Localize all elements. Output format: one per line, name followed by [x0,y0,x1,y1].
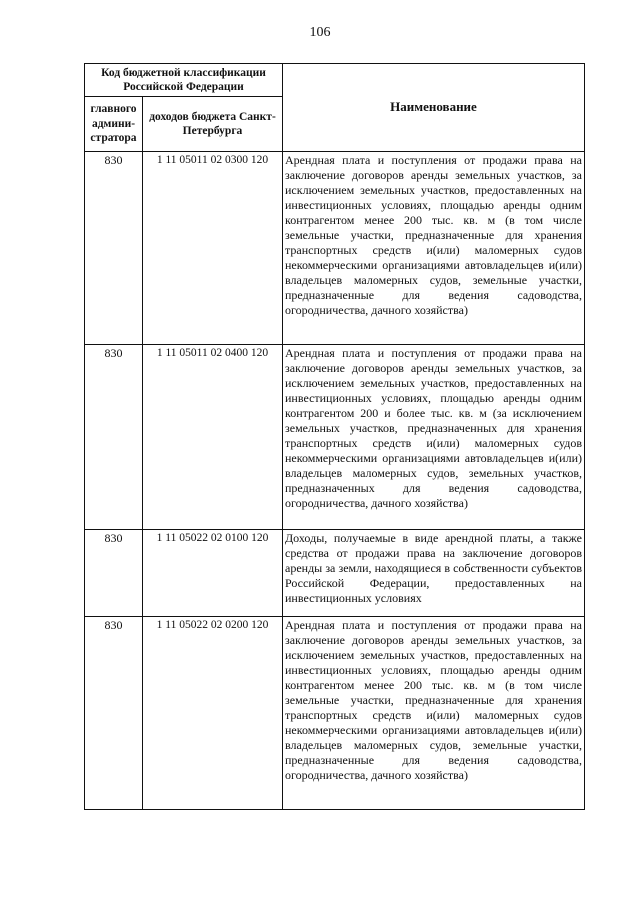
header-name: Наименование [283,64,585,152]
admin-code-cell: 830 [85,617,143,810]
name-cell: Арендная плата и поступления от продажи права на заключение договоров аренды земельных участков, за исключением земельных участков, предоставленных на инвестиционных условиях, площадью аренды одним контрагентом 200 и более тыс. кв. м (за исключением земельных участков, предназначенных для хранения транспортных средств и(или) маломерных судов некоммерческими организациями автовладельцев и(или) владельцев маломерных судов, земельных участков, предназначенных для ведения садоводства, огородничества, дачного хозяйства) [283,345,585,530]
header-row-top [85,64,585,97]
header-group-title: Код бюджетной классификации Российской Федерации [85,64,283,97]
name-cell: Арендная плата и поступления от продажи права на заключение договоров аренды земельных участков, за исключением земельных участков, предоставленных на инвестиционных условиях, площадью аренды одним контрагентом менее 200 тыс. кв. м (в том числе земельные участки, предназначенные для хранения транспортных средств и(или) маломерных судов некоммерческими организациями автовладельцев и(или) владельцев маломерных судов, земельные участки, предназначенные для ведения садоводства, огородничества, дачного хозяйства) [283,152,585,345]
admin-code-cell: 830 [85,345,143,530]
income-code-cell: 1 11 05011 02 0300 120 [143,152,283,345]
income-code-cell: 1 11 05022 02 0200 120 [143,617,283,810]
admin-code-cell: 830 [85,152,143,345]
income-code-cell: 1 11 05011 02 0400 120 [143,345,283,530]
name-cell: Арендная плата и поступления от продажи права на заключение договоров аренды земельных участков, за исключением земельных участков, предоставленных на инвестиционных условиях, площадью аренды одним контрагентом менее 200 тыс. кв. м (в том числе земельные участки, предназначенные для хранения транспортных средств и(или) маломерных судов некоммерческими организациями автовладельцев и(или) владельцев маломерных судов, земельные участки, предназначенные для ведения садоводства, огородничества, дачного хозяйства) [283,617,585,810]
header-income: доходов бюджета Санкт-Петербурга [143,97,283,152]
income-code-cell: 1 11 05022 02 0100 120 [143,530,283,617]
name-cell: Доходы, получаемые в виде арендной платы, а также средства от продажи права на заключение договоров аренды за земли, находящиеся в собственности субъектов Российской Федерации, предоставленных на инвестиционных условиях [283,530,585,617]
header-admin: главного админи-стратора [85,97,143,152]
table-row [85,617,585,810]
table-row [85,152,585,345]
page-number: 106 [309,25,331,40]
table-row [85,530,585,617]
admin-code-cell: 830 [85,530,143,617]
table-row [85,345,585,530]
budget-classification-table [84,63,585,810]
